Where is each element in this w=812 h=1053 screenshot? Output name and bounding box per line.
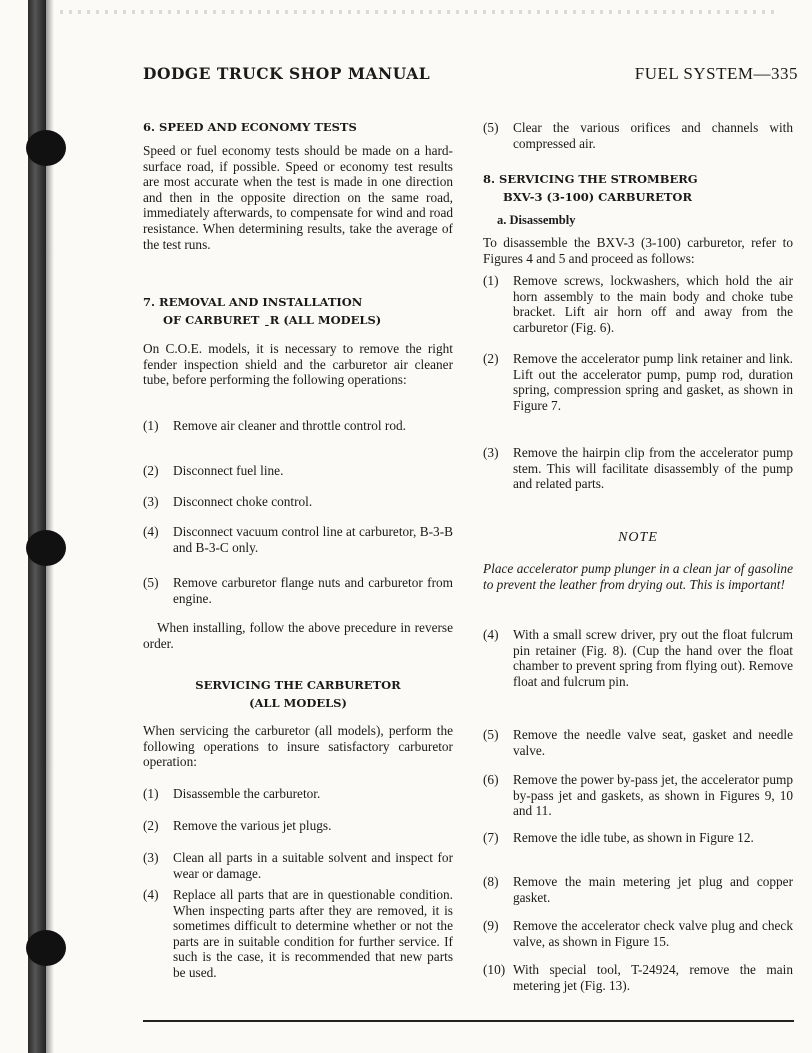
step-number: (2) [143, 818, 159, 833]
numbered-step [483, 120, 793, 151]
numbered-step [143, 850, 453, 881]
step-number: (5) [483, 120, 499, 135]
section-heading [143, 293, 453, 329]
section-heading: 6. SPEED AND ECONOMY TESTS [143, 120, 357, 134]
numbered-step [143, 494, 453, 510]
step-text: Disassemble the carburetor. [173, 786, 321, 801]
step-number: (7) [483, 830, 499, 845]
heading-line: (ALL MODELS) [249, 696, 347, 710]
numbered-step [143, 818, 453, 834]
step-number: (10) [483, 962, 506, 977]
heading-line: BXV-3 (3-100) CARBURETOR [503, 190, 693, 204]
punch-hole [26, 530, 66, 566]
numbered-step [483, 445, 793, 492]
note-text: Place accelerator pump plunger in a clean jar of gasoline to prevent the leather from drying out. This is important! [483, 561, 793, 592]
step-number: (9) [483, 918, 499, 933]
step-text: Remove the needle valve seat, gasket and needle valve. [513, 727, 793, 758]
numbered-step [143, 887, 453, 981]
paragraph: When servicing the carburetor (all models), perform the following operations to insure satisfactory carburetor operation: [143, 723, 453, 770]
heading-line: OF CARBURET ˍR (ALL MODELS) [163, 313, 382, 327]
step-text: Remove the idle tube, as shown in Figure 12. [513, 830, 754, 845]
step-text: Clear the various orifices and channels with compressed air. [513, 120, 793, 151]
step-number: (4) [143, 524, 159, 539]
step-text: Remove the accelerator pump link retainer and link. Lift out the accelerator pump, pump rod, duration spring, compression spring and gasket, as shown in Figure 7. [513, 351, 793, 413]
step-text: Disconnect choke control. [173, 494, 313, 509]
numbered-step [483, 351, 793, 413]
step-text: Remove screws, lockwashers, which hold the air horn assembly to the main body and choke tube bracket. Lift air horn off and away from the carburetor (Fig. 6). [513, 273, 793, 335]
step-text: With special tool, T-24924, remove the main metering jet (Fig. 13). [513, 962, 793, 993]
scan-noise [60, 10, 780, 14]
numbered-step [483, 918, 793, 949]
step-number: (1) [143, 786, 159, 801]
step-text: Remove the hairpin clip from the accelerator pump stem. This will facilitate disassembly of the pump and related parts. [513, 445, 793, 492]
numbered-step [483, 273, 793, 335]
numbered-step [483, 874, 793, 905]
step-number: (4) [483, 627, 499, 642]
footer-rule [143, 1020, 794, 1022]
punch-hole [26, 130, 66, 166]
numbered-step [143, 463, 453, 479]
running-header-title: DODGE TRUCK SHOP MANUAL [143, 64, 431, 83]
step-number: (5) [143, 575, 159, 590]
paragraph: Speed or fuel economy tests should be made on a hard-surface road, if possible. Speed or economy test results are most accurate when the test is made in one direction and then in the opposite direction on the same road, immediately afterwards, to compensate for wind and road resistance. When determining results, take the average of the test runs. [143, 143, 453, 252]
step-number: (1) [483, 273, 499, 288]
heading-line: 7. REMOVAL AND INSTALLATION [143, 295, 363, 309]
section-heading [483, 170, 793, 206]
step-text: Replace all parts that are in questionable condition. When inspecting parts after they are removed, it is sometimes difficult to determine whether or not the parts are in suitable condition for further service. If such is the case, it is recommended that new parts be used. [173, 887, 453, 980]
step-number: (3) [143, 494, 159, 509]
paragraph: To disassemble the BXV-3 (3-100) carburetor, refer to Figures 4 and 5 and proceed as follows: [483, 235, 793, 266]
numbered-step [483, 627, 793, 689]
numbered-step [143, 418, 453, 434]
step-number: (4) [143, 887, 159, 902]
step-text: With a small screw driver, pry out the float fulcrum pin retainer (Fig. 8). (Cup the hand over the float chamber to prevent spring from flying out). Remove float and fulcrum pin. [513, 627, 793, 689]
numbered-step [483, 830, 793, 846]
note-heading: NOTE [618, 530, 658, 545]
numbered-step [483, 727, 793, 758]
step-text: Remove air cleaner and throttle control rod. [173, 418, 406, 433]
step-text: Disconnect fuel line. [173, 463, 284, 478]
step-text: Remove carburetor flange nuts and carburetor from engine. [173, 575, 453, 606]
punch-hole [26, 930, 66, 966]
step-number: (5) [483, 727, 499, 742]
subheading: a. Disassembly [497, 213, 576, 227]
numbered-step [143, 524, 453, 555]
step-text: Remove the accelerator check valve plug and check valve, as shown in Figure 15. [513, 918, 793, 949]
numbered-step [483, 772, 793, 819]
step-text: Remove the various jet plugs. [173, 818, 332, 833]
step-number: (8) [483, 874, 499, 889]
step-number: (2) [143, 463, 159, 478]
step-number: (3) [483, 445, 499, 460]
step-number: (1) [143, 418, 159, 433]
step-number: (6) [483, 772, 499, 787]
step-text: Disconnect vacuum control line at carburetor, B-3-B and B-3-C only. [173, 524, 453, 555]
numbered-step [483, 962, 793, 993]
heading-line: SERVICING THE CARBURETOR [195, 678, 401, 692]
running-header-page: FUEL SYSTEM—335 [634, 64, 798, 83]
heading-line: 8. SERVICING THE STROMBERG [483, 172, 698, 186]
paragraph: On C.O.E. models, it is necessary to remove the right fender inspection shield and the carburetor air cleaner tube, before performing the following operations: [143, 341, 453, 388]
numbered-step [143, 786, 453, 802]
step-number: (3) [143, 850, 159, 865]
step-number: (2) [483, 351, 499, 366]
step-text: Remove the power by-pass jet, the accelerator pump by-pass jet and gaskets, as shown in Figures 9, 10 and 11. [513, 772, 793, 819]
step-text: Remove the main metering jet plug and copper gasket. [513, 874, 793, 905]
section-heading [143, 676, 453, 712]
paragraph: When installing, follow the above precedure in reverse order. [143, 620, 453, 651]
step-text: Clean all parts in a suitable solvent and inspect for wear or damage. [173, 850, 453, 881]
numbered-step [143, 575, 453, 606]
